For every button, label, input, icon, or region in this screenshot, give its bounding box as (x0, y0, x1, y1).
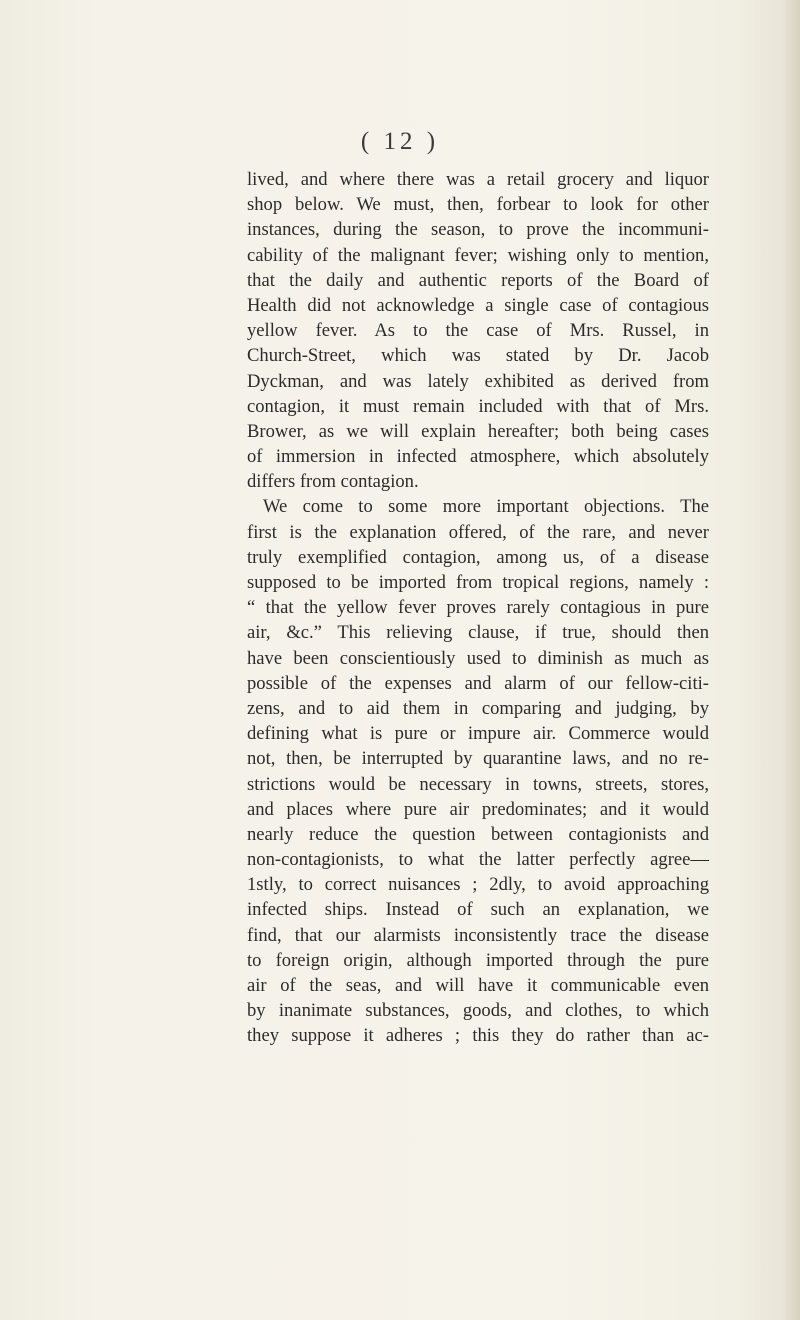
text-line: find, that our alarmists inconsistently trace the disease (247, 924, 709, 946)
text-line: they suppose it adheres ; this they do rather than ac- (247, 1025, 709, 1047)
text-line: first is the explanation offered, of the rare, and never (247, 521, 709, 543)
text-line: that the daily and authentic reports of the Board of (247, 269, 709, 291)
text-line: Health did not acknowledge a single case of contagious (247, 294, 709, 316)
text-line: contagion, it must remain included with that of Mrs. (247, 395, 709, 417)
paragraph-start-line: We come to some more important objections. The (263, 496, 709, 518)
text-line: yellow fever. As to the case of Mrs. Russel, in (247, 320, 709, 342)
text-line: supposed to be imported from tropical regions, namely : (247, 572, 709, 593)
text-line: infected ships. Instead of such an explanation, we (247, 899, 709, 921)
text-line: strictions would be necessary in towns, streets, stores, (247, 773, 709, 795)
text-line: air of the seas, and will have it communicable even (247, 975, 709, 996)
page-edge-shadow (782, 0, 800, 1320)
text-line: to foreign origin, although imported through the pure (247, 949, 709, 971)
text-line: air, &c.” This relieving clause, if true, should then (247, 622, 709, 644)
text-line: Brower, as we will explain hereafter; both being cases (247, 420, 709, 442)
text-line: cability of the malignant fever; wishing only to mention, (247, 244, 709, 266)
text-line: of immersion in infected atmosphere, which absolutely (247, 446, 709, 468)
page-number-header: ( 12 ) (360, 128, 440, 155)
text-line: possible of the expenses and alarm of our fellow-citi- (247, 672, 709, 694)
text-line: shop below. We must, then, forbear to look for other (247, 194, 709, 216)
body-text (247, 167, 709, 1049)
text-line: lived, and where there was a retail grocery and liquor (247, 169, 709, 190)
text-line: not, then, be interrupted by quarantine laws, and no re- (247, 748, 709, 770)
text-line: have been conscientiously used to diminish as much as (247, 647, 709, 669)
paragraph-end-line: differs from contagion. (247, 471, 419, 493)
text-line: “ that the yellow fever proves rarely contagious in pure (247, 597, 709, 619)
text-line: and places where pure air predominates; and it would (247, 798, 709, 820)
text-line: Church-Street, which was stated by Dr. Jacob (247, 345, 709, 367)
text-line: truly exemplified contagion, among us, of a disease (247, 546, 709, 568)
text-line: 1stly, to correct nuisances ; 2dly, to avoid approaching (247, 874, 709, 896)
text-line: by inanimate substances, goods, and clothes, to which (247, 1000, 709, 1022)
text-line: zens, and to aid them in comparing and judging, by (247, 697, 709, 719)
text-line: nearly reduce the question between contagionists and (247, 823, 709, 845)
text-line: defining what is pure or impure air. Commerce would (247, 723, 709, 745)
text-line: instances, during the season, to prove the incommuni- (247, 219, 709, 241)
text-line: non-contagionists, to what the latter perfectly agree— (247, 849, 709, 871)
text-line: Dyckman, and was lately exhibited as derived from (247, 370, 709, 392)
